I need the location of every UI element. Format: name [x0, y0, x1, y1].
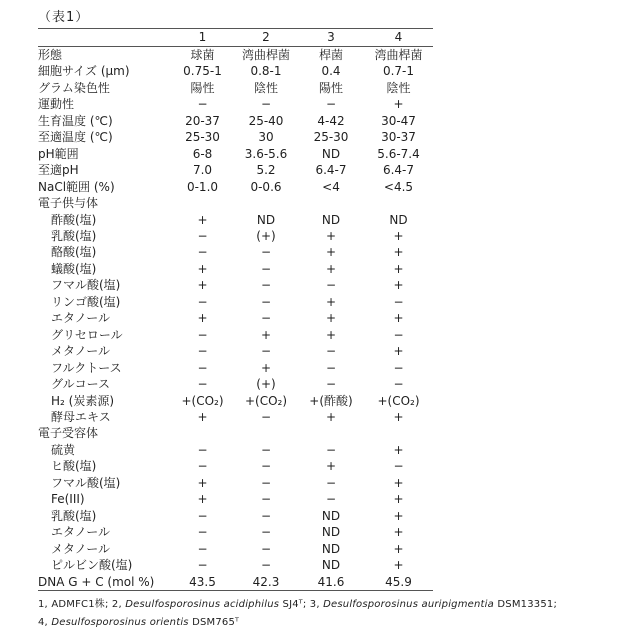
- cell-value: 6-8: [192, 146, 213, 161]
- cell-value: −: [260, 558, 272, 573]
- cell-value: −: [197, 377, 208, 392]
- cell-value: −: [260, 508, 272, 523]
- cell-value: +: [197, 278, 208, 293]
- cell-value: +: [325, 294, 337, 309]
- cell-value: +: [325, 228, 337, 243]
- table-row: [38, 541, 433, 557]
- cell-value: +: [197, 311, 208, 326]
- cell-value: +: [260, 360, 272, 375]
- table-row: [38, 113, 433, 129]
- species-name: Desulfosporosinus acidiphilus: [125, 598, 280, 610]
- cell-value: 6.4-7: [315, 163, 347, 178]
- table-row: [38, 409, 433, 425]
- cell-value: 42.3: [252, 574, 280, 589]
- cell-value: 桿菌: [318, 48, 343, 62]
- row-label: リンゴ酸(塩): [51, 294, 121, 309]
- cell-value: +: [393, 344, 404, 359]
- cell-value: [234, 425, 298, 441]
- cell-value: 6.4-7: [382, 163, 415, 178]
- cell-value: 0-0.6: [250, 179, 282, 194]
- cell-value: +: [325, 459, 337, 474]
- table-row: [38, 393, 433, 409]
- cell-value: 25-40: [248, 113, 284, 128]
- cell-value: +: [393, 525, 404, 540]
- table-row: [38, 212, 433, 228]
- row-label: 電子供与体: [38, 196, 99, 211]
- table-row: [38, 360, 433, 376]
- table-row: [38, 63, 433, 79]
- cell-value: 20-37: [185, 113, 220, 128]
- cell-value: 4-42: [317, 113, 345, 128]
- table-row: [38, 442, 433, 458]
- cell-value: −: [325, 492, 337, 507]
- cell-value: −: [325, 360, 337, 375]
- cell-value: +: [197, 409, 208, 424]
- cell-value: [171, 195, 234, 211]
- cell-value: 45.9: [385, 574, 412, 589]
- table-row: [38, 80, 433, 96]
- cell-value: +: [197, 261, 208, 276]
- row-label: H₂ (炭素源): [51, 393, 115, 408]
- table-row: [38, 129, 433, 145]
- column-header-2: 2: [234, 29, 298, 47]
- cell-value: −: [197, 294, 208, 309]
- table-row: [38, 574, 433, 591]
- cell-value: +(CO₂): [244, 393, 288, 408]
- cell-value: +: [393, 261, 404, 276]
- cell-value: ND: [321, 541, 341, 556]
- cell-value: <4: [322, 179, 340, 194]
- cell-value: +: [393, 558, 404, 573]
- table-row: [38, 557, 433, 573]
- table-row: [38, 343, 433, 359]
- cell-value: −: [260, 459, 272, 474]
- footnote-text: 4,: [38, 616, 52, 628]
- cell-value: −: [325, 278, 337, 293]
- cell-value: +: [260, 327, 272, 342]
- row-label: エタノール: [51, 311, 111, 326]
- cell-value: ND: [389, 212, 408, 227]
- cell-value: ND: [321, 525, 341, 540]
- cell-value: +(CO₂): [377, 393, 420, 408]
- row-label: 至適pH: [38, 163, 79, 178]
- cell-value: 陰性: [386, 80, 411, 95]
- cell-value: −: [197, 525, 208, 540]
- cell-value: 陽性: [318, 80, 343, 95]
- cell-value: +: [393, 541, 404, 556]
- cell-value: 41.6: [317, 574, 345, 589]
- row-label: エタノール: [51, 525, 111, 540]
- cell-value: 0.4: [321, 64, 341, 79]
- cell-value: 0.8-1: [250, 64, 282, 79]
- strain-comparison-table: [38, 28, 433, 591]
- column-header-4: 4: [364, 29, 433, 47]
- table-row: [38, 179, 433, 195]
- cell-value: [171, 425, 234, 441]
- cell-value: −: [260, 409, 272, 424]
- cell-value: <4.5: [383, 179, 414, 194]
- table-row: [38, 146, 433, 162]
- row-label: メタノール: [51, 541, 111, 556]
- cell-value: ND: [321, 212, 341, 227]
- cell-value: +: [393, 228, 404, 243]
- table-row: [38, 96, 433, 112]
- row-label: フルクトース: [51, 360, 122, 375]
- cell-value: −: [325, 442, 337, 457]
- table-row: [38, 475, 433, 491]
- cell-value: 25-30: [313, 130, 349, 145]
- cell-value: ND: [321, 558, 341, 573]
- cell-value: −: [325, 377, 337, 392]
- cell-value: −: [260, 541, 272, 556]
- cell-value: +: [393, 278, 404, 293]
- row-label: Fe(III): [51, 492, 85, 507]
- cell-value: [298, 425, 364, 441]
- row-label: 電子受容体: [38, 426, 99, 441]
- cell-value: +: [325, 327, 337, 342]
- cell-value: 30-37: [381, 130, 416, 145]
- row-label: 至適温度 (℃): [38, 130, 113, 145]
- cell-value: −: [393, 327, 404, 342]
- row-label: グルコース: [51, 377, 111, 392]
- cell-value: 30-47: [381, 113, 416, 128]
- cell-value: +: [325, 261, 337, 276]
- cell-value: −: [197, 442, 208, 457]
- table-body: [38, 47, 433, 591]
- cell-value: −: [260, 442, 272, 457]
- cell-value: 25-30: [185, 130, 220, 145]
- table-row: [38, 244, 433, 260]
- cell-value: −: [393, 360, 404, 375]
- row-label: グリセロール: [51, 327, 123, 342]
- row-label: DNA G + C (mol %): [38, 574, 155, 589]
- cell-value: (+): [256, 377, 276, 392]
- row-label: 乳酸(塩): [51, 228, 97, 243]
- cell-value: −: [197, 558, 208, 573]
- cell-value: −: [260, 311, 272, 326]
- footnote-line-2: [38, 614, 623, 632]
- row-label: 硫黄: [51, 442, 76, 457]
- cell-value: ND: [256, 212, 276, 227]
- cell-value: +: [393, 97, 404, 112]
- table-row: [38, 491, 433, 507]
- table-row: [38, 310, 433, 326]
- cell-value: 7.0: [192, 163, 213, 178]
- cell-value: [364, 425, 433, 441]
- table-row: [38, 277, 433, 293]
- cell-value: −: [260, 492, 272, 507]
- cell-value: 30: [258, 130, 274, 145]
- footnote-text: 1, ADMFC1株; 2,: [38, 598, 126, 610]
- cell-value: −: [260, 245, 272, 260]
- cell-value: −: [260, 475, 272, 490]
- cell-value: −: [197, 245, 208, 260]
- cell-value: 陰性: [253, 80, 278, 95]
- cell-value: +: [197, 475, 208, 490]
- row-label: グラム染色性: [38, 80, 110, 95]
- cell-value: +: [197, 212, 208, 227]
- cell-value: −: [260, 344, 272, 359]
- table-row: [38, 524, 433, 540]
- cell-value: +: [325, 245, 337, 260]
- cell-value: 0.75-1: [183, 64, 222, 79]
- table-row: [38, 327, 433, 343]
- footnote-text: SJ4ᵀ; 3,: [279, 598, 324, 610]
- cell-value: 湾曲桿菌: [374, 48, 423, 62]
- cell-value: 球菌: [190, 48, 215, 62]
- cell-value: 3.6-5.6: [244, 146, 288, 161]
- table-row: [38, 425, 433, 441]
- cell-value: −: [325, 475, 337, 490]
- cell-value: +: [393, 311, 404, 326]
- cell-value: −: [393, 377, 404, 392]
- column-header-1: 1: [171, 29, 234, 47]
- cell-value: +(CO₂): [181, 393, 224, 408]
- cell-value: −: [260, 261, 272, 276]
- row-label: 酢酸(塩): [51, 212, 97, 227]
- cell-value: −: [197, 541, 208, 556]
- cell-value: +: [393, 475, 404, 490]
- cell-value: −: [197, 228, 208, 243]
- table-row: [38, 376, 433, 392]
- cell-value: ND: [321, 146, 341, 161]
- table-row: [38, 228, 433, 244]
- cell-value: +: [197, 492, 208, 507]
- cell-value: −: [393, 459, 404, 474]
- cell-value: 陽性: [190, 80, 215, 95]
- row-label: 乳酸(塩): [51, 508, 97, 523]
- cell-value: −: [325, 97, 337, 112]
- cell-value: [364, 195, 433, 211]
- cell-value: +: [325, 409, 337, 424]
- cell-value: [234, 195, 298, 211]
- table-row: [38, 294, 433, 310]
- cell-value: −: [197, 508, 208, 523]
- cell-value: −: [260, 525, 272, 540]
- cell-value: (+): [256, 228, 276, 243]
- cell-value: −: [197, 360, 208, 375]
- species-name: Desulfosporosinus auripigmentia: [323, 598, 494, 610]
- cell-value: ND: [321, 508, 341, 523]
- row-label: 蟻酸(塩): [51, 261, 97, 276]
- cell-value: +(酢酸): [309, 393, 353, 408]
- cell-value: −: [260, 294, 272, 309]
- cell-value: 43.5: [189, 574, 216, 589]
- column-header-3: 3: [298, 29, 364, 47]
- cell-value: +: [393, 492, 404, 507]
- cell-value: +: [393, 442, 404, 457]
- row-label: 細胞サイズ (μm): [38, 64, 130, 79]
- cell-value: −: [260, 97, 272, 112]
- table-row: [38, 47, 433, 64]
- cell-value: −: [197, 327, 208, 342]
- footnotes: [38, 596, 623, 632]
- cell-value: +: [393, 245, 404, 260]
- row-label: 形態: [38, 48, 63, 62]
- table-row: [38, 458, 433, 474]
- row-label: フマル酸(塩): [51, 475, 121, 490]
- row-label: ピルビン酸(塩): [51, 558, 133, 573]
- row-label: フマル酸(塩): [51, 278, 121, 293]
- row-label: メタノール: [51, 344, 111, 359]
- footnote-text: DSM13351;: [494, 598, 558, 610]
- row-label: 酵母エキス: [51, 409, 111, 424]
- cell-value: 0-1.0: [186, 179, 219, 194]
- cell-value: −: [197, 459, 208, 474]
- cell-value: +: [393, 409, 404, 424]
- cell-value: −: [325, 344, 337, 359]
- table-row: [38, 162, 433, 178]
- table-header-row: [38, 29, 433, 47]
- table-title: （表1）: [38, 10, 90, 25]
- cell-value: −: [197, 97, 208, 112]
- row-label: pH範囲: [38, 146, 79, 161]
- row-label: 生育温度 (℃): [38, 113, 113, 128]
- cell-value: −: [197, 344, 208, 359]
- row-label: ヒ酸(塩): [51, 459, 97, 474]
- table-row: [38, 195, 433, 211]
- cell-value: +: [325, 311, 337, 326]
- cell-value: 湾曲桿菌: [241, 48, 290, 62]
- cell-value: [298, 195, 364, 211]
- cell-value: −: [260, 278, 272, 293]
- table-row: [38, 508, 433, 524]
- cell-value: 5.6-7.4: [377, 146, 420, 161]
- cell-value: 5.2: [256, 163, 276, 178]
- row-label: NaCl範囲 (%): [38, 179, 115, 194]
- footnote-line-1: [38, 596, 623, 614]
- species-name: Desulfosporosinus orientis: [51, 616, 189, 628]
- cell-value: 0.7-1: [382, 64, 415, 79]
- table-row: [38, 261, 433, 277]
- cell-value: +: [393, 508, 404, 523]
- row-label: 運動性: [38, 97, 75, 112]
- header-label-spacer: [38, 29, 171, 47]
- cell-value: −: [393, 294, 404, 309]
- footnote-text: DSM765ᵀ: [188, 616, 240, 628]
- row-label: 酪酸(塩): [51, 245, 97, 260]
